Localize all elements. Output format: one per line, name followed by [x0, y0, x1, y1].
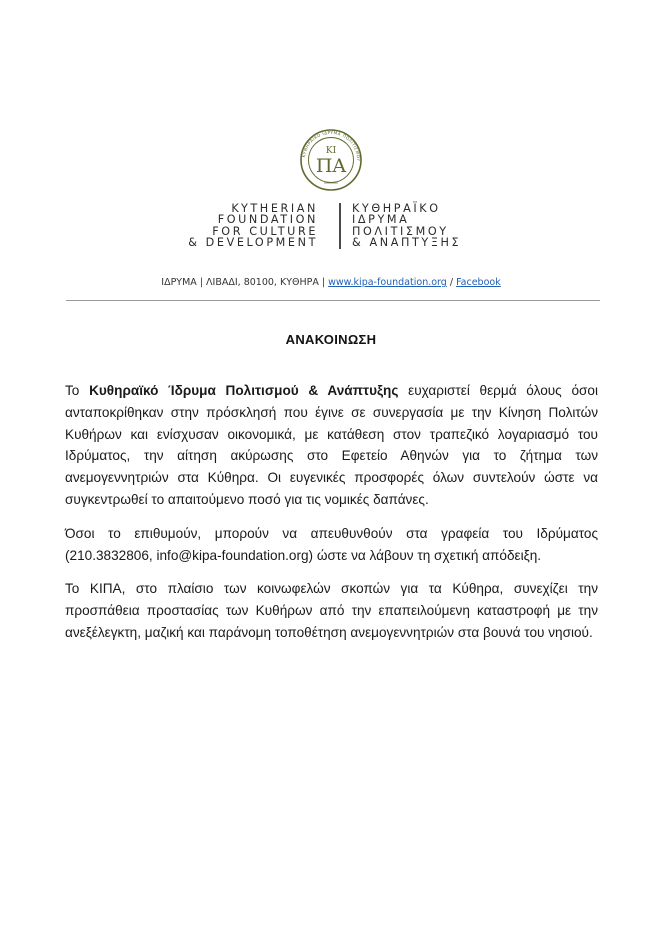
wordmark-en-line-2: FOUNDATION: [217, 213, 318, 227]
wordmark-gr-line-3: ΠΟΛΙΤΙΣΜΟΥ: [352, 224, 449, 238]
website-link[interactable]: www.kipa-foundation.org: [328, 277, 447, 288]
foundation-wordmark: [0, 203, 662, 249]
svg-text:ΠΑ: ΠΑ: [315, 155, 347, 177]
paragraph-1-rest: ευχαριστεί θερμά όλους όσοι ανταποκρίθηκαν στην πρόσκλησή που έγινε σε συνεργασία με την Κίνηση Πολιτών Κυθήρων και ενίσχυσαν οικονομικά, με κατάθεση στον τραπεζικό λογαριασμό του Ιδρύματος, την αίτηση ακύρωσης στο Εφετείο Αθηνών για το ζήτημα των ανεμογεννητριών στα Κύθηρα. Οι ευγενικές προσφορές όλων συντελούν ώστε να συγκεντρωθεί το απαιτούμενο ποσό για τις νομικές δαπάνες.: [65, 383, 598, 507]
wordmark-en-line-1: KYTHERIAN: [231, 202, 318, 215]
wordmark-gr-line-1: ΚΥΘΗΡΑΪΚΟ: [352, 202, 441, 215]
paragraph-3: Το ΚΙΠΑ, στο πλαίσιο των κοινωφελών σκοπών για τα Κύθηρα, συνεχίζει την προσπάθεια προστασίας των Κυθήρων από την επαπειλούμενη καταστροφή με την ανεξέλεγκτη, μαζική και παράνομη τοποθέτηση ανεμογεννητριών στα βουνά του νησιού.: [65, 581, 598, 640]
wordmark-gr-line-4: & ΑΝΑΠΤΥΞΗΣ: [352, 236, 462, 250]
wordmark-greek: [352, 203, 461, 249]
foundation-name-bold: Κυθηραϊκό Ίδρυμα Πολιτισμού & Ανάπτυξης: [89, 383, 399, 398]
wordmark-divider: [339, 203, 341, 249]
paragraph-2: Όσοι το επιθυμούν, μπορούν να απευθυνθούν στα γραφεία του Ιδρύματος (210.3832806, info@kipa-foundation.org) ώστε να λάβουν τη σχετική απόδειξη.: [65, 525, 598, 563]
paragraph-1-prefix: Το: [65, 383, 90, 398]
wordmark-gr-line-2: ΙΔΡΥΜΑ: [352, 213, 410, 227]
facebook-link[interactable]: Facebook: [456, 277, 501, 288]
address-separator: /: [446, 277, 457, 288]
address-text: ΙΔΡΥΜΑ | ΛΙΒΑΔΙ, 80100, ΚΥΘΗΡΑ |: [161, 277, 329, 288]
svg-text:ΚΙ: ΚΙ: [325, 146, 337, 156]
paragraph-1: [65, 380, 598, 511]
wordmark-en-line-3: FOR CULTURE: [212, 224, 318, 238]
foundation-seal-logo: [278, 128, 384, 192]
svg-text:ΚΥΘΗΡΑΪΚΟ ΙΔΡΥΜΑ ΠΟΛΙΤΙΣΜΟΥ ΚΑ: ΚΥΘΗΡΑΪΚΟ ΙΔΡΥΜΑ ΠΟΛΙΤΙΣΜΟΥ: [301, 129, 362, 162]
address-line: [0, 277, 662, 288]
announcement-body: [65, 380, 598, 656]
wordmark-english: [188, 203, 318, 249]
wordmark-en-line-4: & DEVELOPMENT: [188, 236, 318, 250]
announcement-heading: ΑΝΑΚΟΙΝΩΣΗ: [285, 332, 377, 347]
header-rule: [66, 300, 600, 301]
